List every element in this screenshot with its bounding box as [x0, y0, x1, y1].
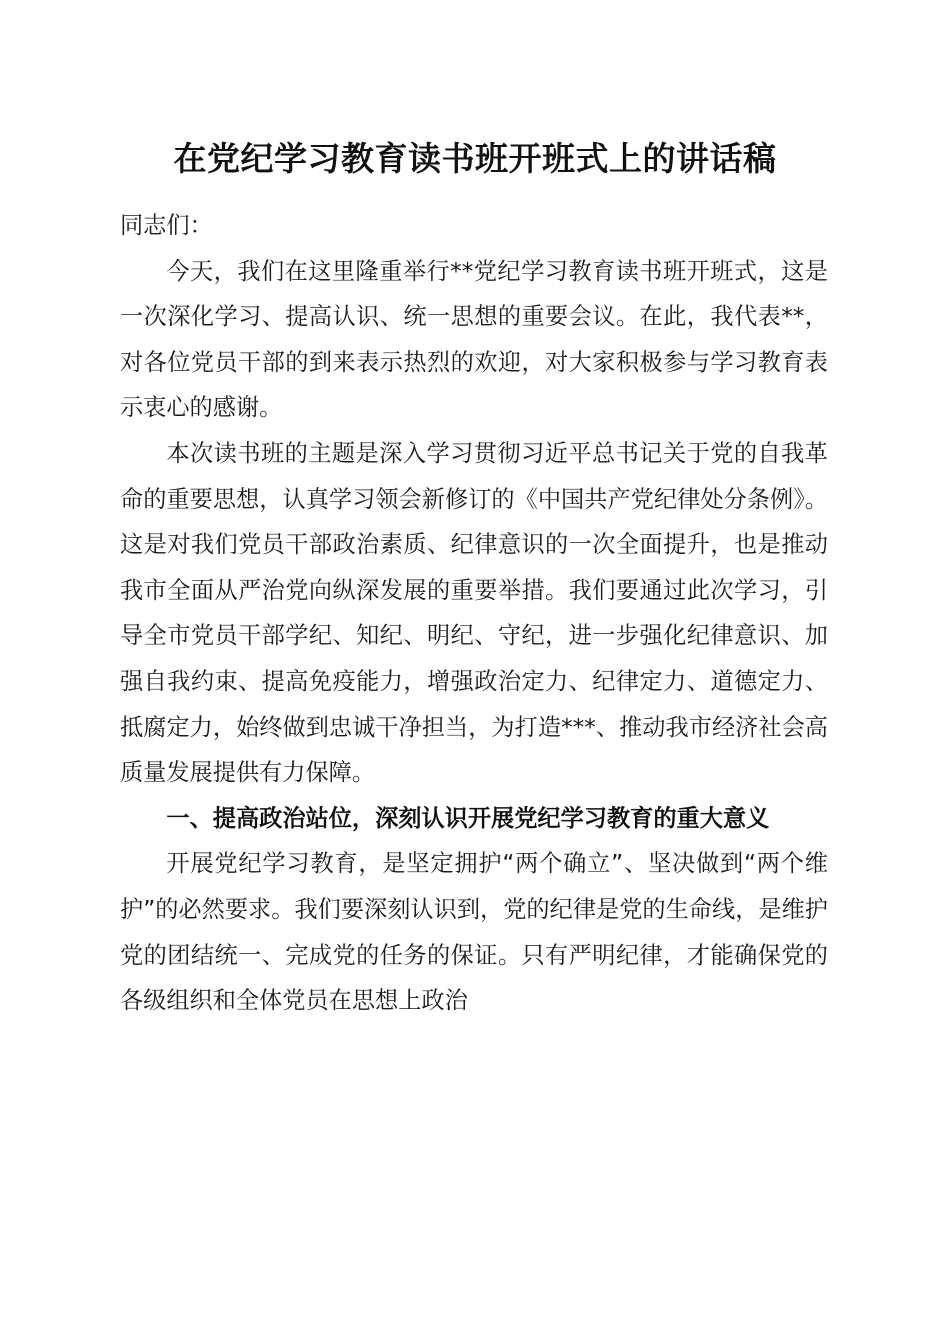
- paragraph-opening: 今天，我们在这里隆重举行**党纪学习教育读书班开班式，这是一次深化学习、提高认识、统一思想的重要会议。在此，我代表**，对各位党员干部的到来表示热烈的欢迎，对大家积极参与学习教育表示衷心的感谢。: [120, 257, 828, 422]
- paragraph-theme: 本次读书班的主题是深入学习贯彻习近平总书记关于党的自我革命的重要思想，认真学习领会新修订的《中国共产党纪律处分条例》。这是对我们党员干部政治素质、纪律意识的一次全面提升，也是推动我市全面从严治党向纵深发展的重要举措。我们要通过此次学习，引导全市党员干部学纪、知纪、明纪、守纪，进一步强化纪律意识、加强自我约束、提高免疫能力，增强政治定力、纪律定力、道德定力、抵腐定力，始终做到忠诚干净担当，为打造***、推动我市经济社会高质量发展提供有力保障。: [120, 439, 828, 787]
- document-title: 在党纪学习教育读书班开班式上的讲话稿: [173, 139, 777, 178]
- paragraph-section-1: 开展党纪学习教育，是坚定拥护“两个确立”、坚决做到“两个维护”的必然要求。我们要深刻认识到，党的纪律是党的生命线，是维护党的团结统一、完成党的任务的保证。只有严明纪律，才能确保党的各级组织和全体党员在思想上政治: [120, 850, 828, 1015]
- salutation: 同志们：: [120, 212, 213, 239]
- document-body: [120, 203, 828, 1024]
- section-heading-1: 一、提高政治站位，深刻认识开展党纪学习教育的重大意义: [166, 804, 770, 832]
